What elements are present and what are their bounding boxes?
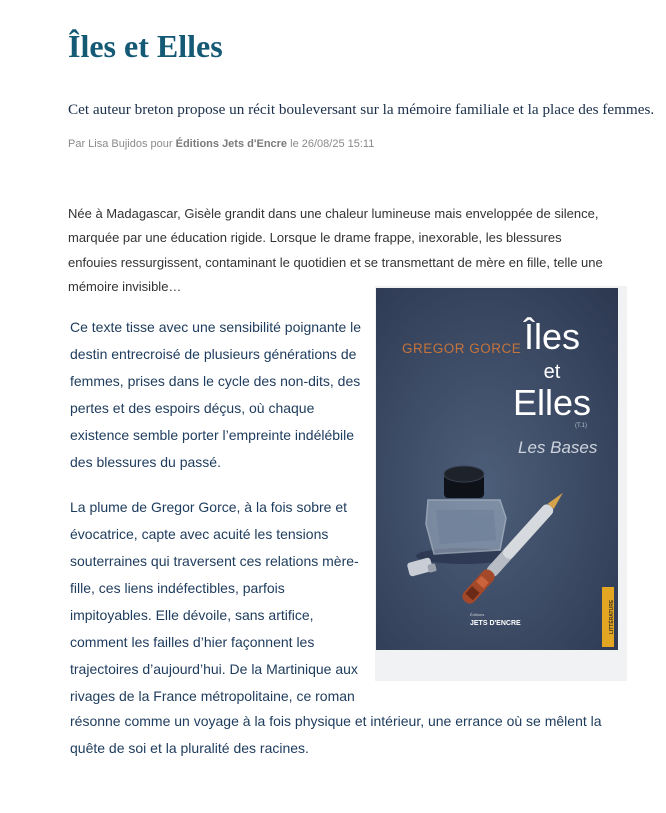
article-byline — [68, 137, 374, 151]
book-cover-figure — [375, 286, 627, 681]
cover-subtitle: Les Bases — [518, 438, 598, 457]
genre-band — [602, 587, 614, 647]
publisher-logo — [470, 610, 521, 628]
article-paragraph-2: La plume de Gregor Gorce, à la fois sobre et évocatrice, capte avec acuité les tensions souterraines qui traversent ces relations mère-fille, ces liens indéfectibles, parfois impitoyables. Elle dévoile, sans artifice, comment les failles d’hier façonnent les trajectoires d’aujourd’hui. De la Martinique aux rivages de la France métropolitaine, ce roman — [70, 499, 359, 704]
article-paragraph-1: Ce texte tisse avec une sensibilité poignante le destin entrecroisé de plusieurs générations de femmes, prises dans le cycle des non-dits, des pertes et des espoirs déçus, où chaque existence semble porter l’empreinte indélébile des blessures du passé. — [70, 319, 362, 470]
publisher-logo-text: JETS D'ENCRE — [470, 620, 521, 627]
byline-date: 26/08/25 15:11 — [301, 138, 375, 150]
byline-author: Par Lisa Bujidos pour — [68, 138, 176, 150]
genre-label: LITTÉRATURE — [609, 599, 615, 635]
cover-title-line-2: et — [543, 361, 561, 383]
byline-date-prefix: le — [287, 138, 302, 150]
byline-publisher[interactable]: Éditions Jets d'Encre — [175, 138, 288, 150]
cover-title-line-3: Elles — [512, 382, 592, 423]
article-title: Îles et Elles — [68, 28, 223, 64]
publisher-logo-small: Éditions — [470, 612, 485, 617]
article-paragraph-2-end: résonne comme un voyage à la fois physique et intérieur, une errance où se mêlent la quête de soi et la pluralité des racines. — [70, 713, 602, 756]
cover-tome: (T.1) — [575, 423, 587, 429]
book-cover-image[interactable] — [376, 288, 618, 650]
cover-title-line-1: Îles — [523, 316, 581, 357]
article-intro: Née à Madagascar, Gisèle grandit dans une chaleur lumineuse mais enveloppée de silence, marquée par une éducation rigide. Lorsque le drame frappe, inexorable, les blessures enfouies ressurgissent, contaminant le quotidien et se transmettant de mère en fille, telle une mémoire invisible… — [68, 206, 603, 294]
cover-author: GREGOR GORCE — [402, 341, 522, 356]
article-lead: Cet auteur breton propose un récit bouleversant sur la mémoire familiale et la place des femmes. — [68, 101, 655, 118]
